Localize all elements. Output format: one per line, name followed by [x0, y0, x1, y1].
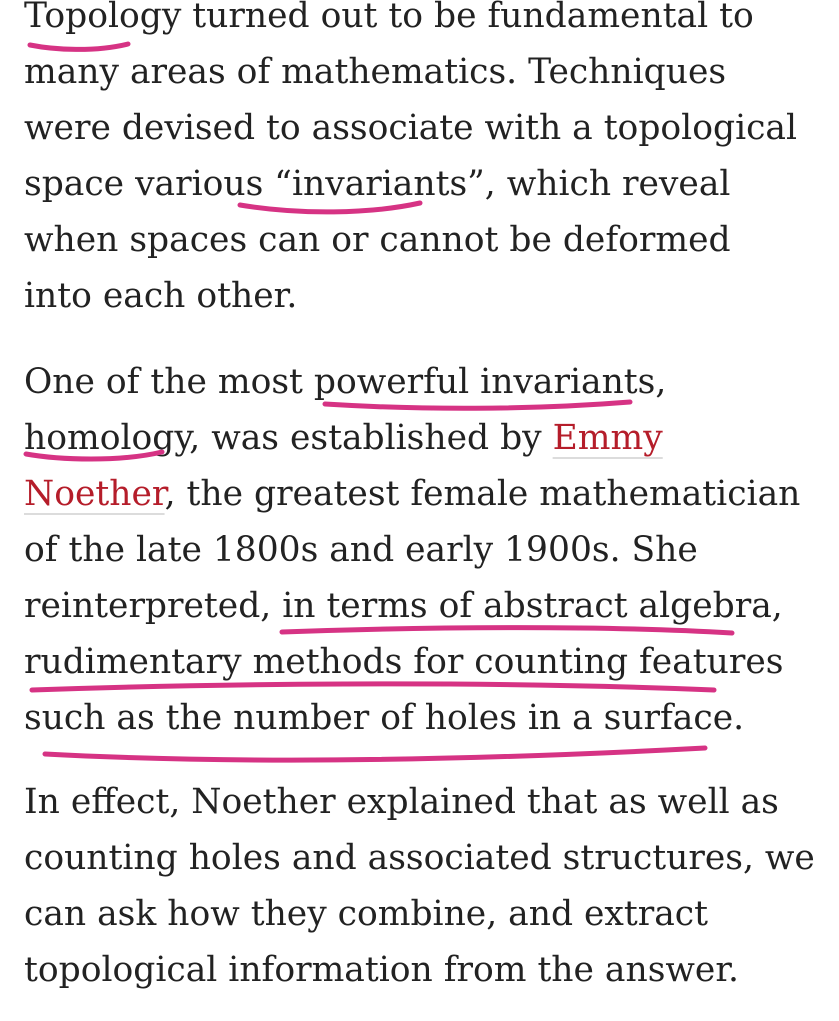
text-line: In effect, Noether explained that as well as [24, 782, 779, 822]
text-line: of the late 1800s and early 1900s. She [24, 530, 698, 570]
text-line: many areas of mathematics. Techniques [24, 52, 727, 92]
text-line: One of the most powerful invariants, [24, 362, 667, 402]
text-line: rudimentary methods for counting features [24, 642, 784, 682]
text-line: into each other. [24, 276, 298, 316]
text-fragment: homology, was established by [24, 418, 553, 458]
text-line [24, 410, 824, 466]
paragraph-homology [24, 354, 824, 746]
text-line: counting holes and associated structures, we [24, 838, 815, 878]
text-line: were devised to associate with a topological [24, 108, 798, 148]
paragraph-noether-effect [24, 774, 824, 998]
text-line: space various “invariants”, which reveal [24, 164, 731, 204]
text-fragment: , the greatest female mathematician [164, 474, 801, 514]
text-line: such as the number of holes in a surface. [24, 698, 745, 738]
text-line: topological information from the answer. [24, 950, 740, 990]
text-line: when spaces can or cannot be deformed [24, 220, 731, 260]
text-line [24, 466, 824, 522]
emmy-noether-link-continued[interactable]: Noether [24, 474, 165, 514]
paragraph-topology [24, 0, 824, 324]
emmy-noether-link[interactable]: Emmy [552, 418, 663, 458]
text-line: Topology turned out to be fundamental to [24, 0, 754, 36]
underline-number-of-holes [45, 748, 705, 760]
text-line: can ask how they combine, and extract [24, 894, 708, 934]
text-line: reinterpreted, in terms of abstract algebra, [24, 586, 783, 626]
